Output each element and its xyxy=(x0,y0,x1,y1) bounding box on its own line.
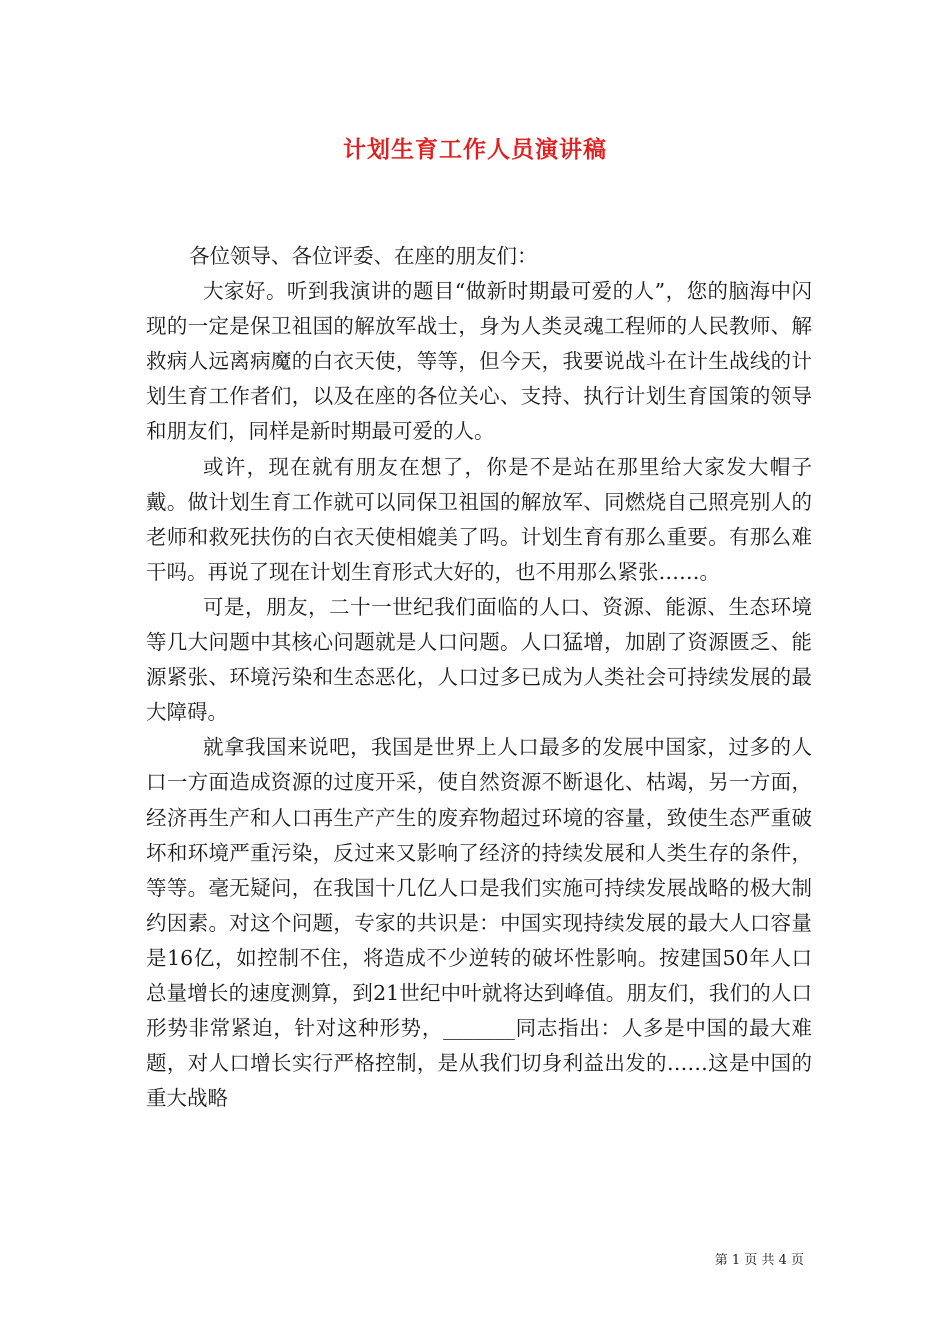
paragraph-2: 或许，现在就有朋友在想了，你是不是站在那里给大家发大帽子戴。做计划生育工作就可以同保卫祖国的解放军、同燃烧自己照亮别人的老师和救死扶伤的白衣天使相媲美了吗。计划生育有那么重要。有那么难干吗。再说了现在计划生育形式大好的，也不用那么紧张……。 xyxy=(146,454,812,584)
document-title: 计划生育工作人员演讲稿 xyxy=(343,136,607,163)
salutation: 各位领导、各位评委、在座的朋友们： xyxy=(189,244,538,268)
document-body xyxy=(146,239,812,1116)
paragraph-3: 可是，朋友，二十一世纪我们面临的人口、资源、能源、生态环境等几大问题中其核心问题就是人口问题。人口猛增，加剧了资源匮乏、能源紧张、环境污染和生态恶化，人口过多已成为人类社会可持续发展的最大障碍。 xyxy=(146,594,812,725)
paragraph-4: 就拿我国来说吧，我国是世界上人口最多的发展中国家，过多的人口一方面造成资源的过度开采，使自然资源不断退化、枯竭，另一方面，经济再生产和人口再生产产生的废弃物超过环境的容量，致使生态严重破坏和环境严重污染，反过来又影响了经济的持续发展和人类生存的条件，等等。毫无疑问，在我国十几亿人口是我们实施可持续发展战略的极大制约因素。对这个问题，专家的共识是：中国实现持续发展的最大人口容量是16亿，如控制不住，将造成不少逆转的破坏性影响。按建国50年人口总量增长的速度测算，到21世纪中叶就将达到峰值。朋友们，我们的人口形势非常紧迫，针对这种形势，_______同志指出：人多是中国的最大难题，对人口增长实行严格控制，是从我们切身利益出发的……这是中国的重大战略 xyxy=(146,735,812,1111)
paragraph-1: 大家好。听到我演讲的题目“做新时期最可爱的人”，您的脑海中闪现的一定是保卫祖国的解放军战士，身为人类灵魂工程师的人民教师、解救病人远离病魔的白衣天使，等等，但今天，我要说战斗在计生战线的计划生育工作者们，以及在座的各位关心、支持、执行计划生育国策的领导和朋友们，同样是新时期最可爱的人。 xyxy=(146,279,812,444)
page-number-footer: 第 1 页 共 4 页 xyxy=(714,1253,804,1268)
